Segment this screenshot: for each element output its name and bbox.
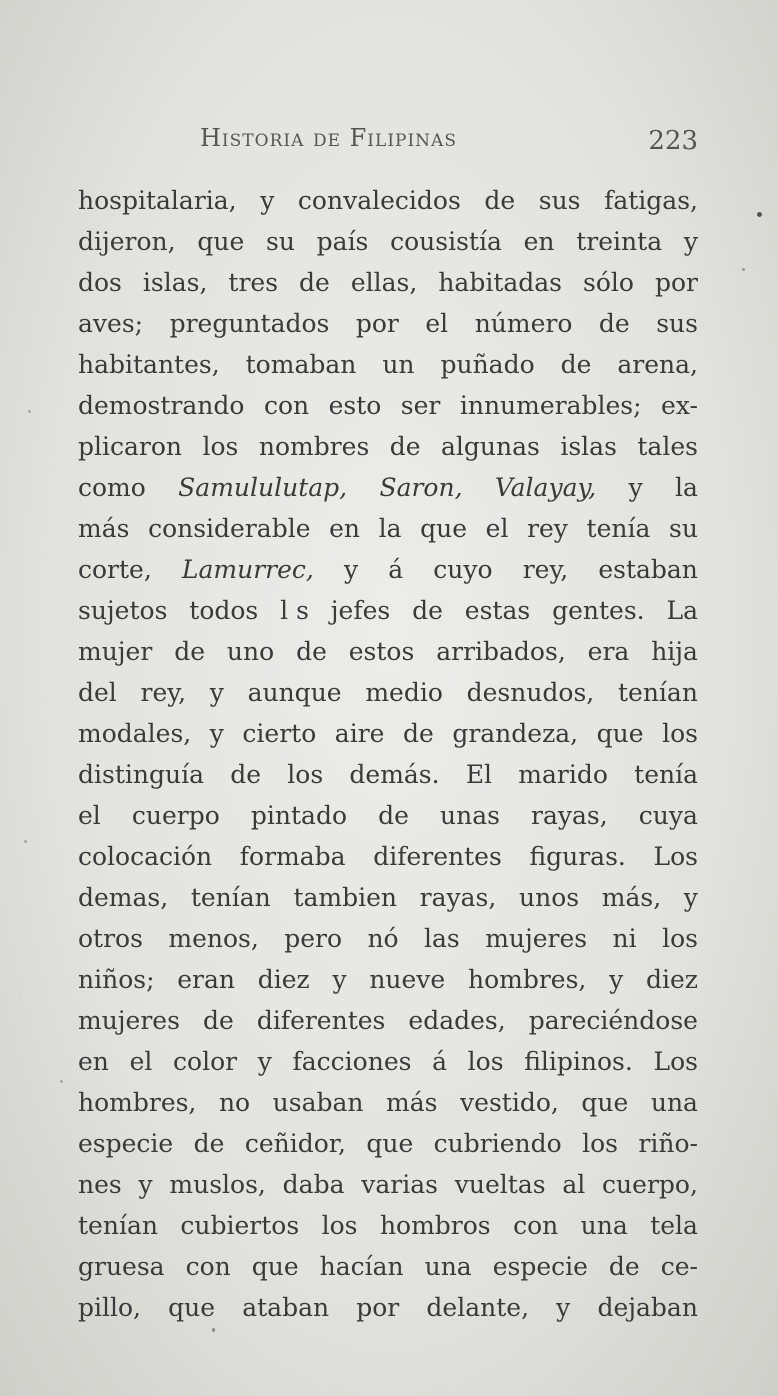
word: una (424, 1252, 472, 1281)
word: grandeza, (452, 719, 579, 748)
word: con (185, 1252, 231, 1281)
word: eran (177, 965, 236, 994)
word: medio (365, 678, 443, 707)
word: con (263, 391, 310, 420)
word: era (587, 637, 630, 666)
word: más (78, 514, 130, 543)
word: innumerables; (459, 391, 642, 420)
word: menos, (168, 924, 259, 953)
word: y (683, 883, 698, 912)
word: edades, (408, 1006, 506, 1035)
word: treinta (576, 227, 663, 256)
word: tenían (190, 883, 271, 912)
word: que (168, 1293, 216, 1322)
word: plicaron (78, 432, 183, 461)
word: á (388, 555, 404, 584)
word: El (465, 760, 493, 789)
word: aunque (247, 678, 342, 707)
word: mujer (78, 637, 153, 666)
paper-speck (742, 268, 745, 271)
word: al (562, 1170, 586, 1199)
word: hija (651, 637, 698, 666)
word: ellas, (350, 268, 418, 297)
word: que (366, 1129, 414, 1158)
paper-speck (212, 1328, 215, 1332)
word: tenían (78, 1211, 158, 1240)
word: la (378, 514, 402, 543)
word: preguntados (169, 309, 330, 338)
paper-speck (757, 212, 762, 217)
word: jefes (330, 596, 391, 625)
word: demas, (78, 883, 169, 912)
word: rey (527, 514, 568, 543)
word: habitadas (438, 268, 563, 297)
word: y (257, 1047, 272, 1076)
text-line (78, 1000, 698, 1041)
word: los (321, 1211, 358, 1240)
word: los (662, 924, 698, 953)
word: y (683, 227, 698, 256)
word: desnudos, (466, 678, 595, 707)
text-line (78, 1164, 698, 1205)
word: no (218, 1088, 251, 1117)
word: colocación (78, 842, 213, 871)
word: en (523, 227, 555, 256)
word: sus (538, 186, 581, 215)
word: tenía (586, 514, 651, 543)
word: por (654, 268, 698, 297)
word: daba (282, 1170, 345, 1199)
paper-speck (60, 1080, 63, 1083)
word: el (485, 514, 509, 543)
word: el (129, 1047, 153, 1076)
word: rayas, (531, 801, 608, 830)
text-line (78, 1041, 698, 1082)
word: hospitalaria, (78, 186, 237, 215)
word: cousistía (390, 227, 502, 256)
word: unas (440, 801, 500, 830)
word: todos (189, 596, 259, 625)
word: y (138, 1170, 153, 1199)
word: y (260, 186, 275, 215)
word: de (296, 637, 327, 666)
text-line (78, 1246, 698, 1287)
word: hombres, (78, 1088, 197, 1117)
word: Los (653, 1047, 698, 1076)
text-line (78, 1123, 698, 1164)
text-line (78, 754, 698, 795)
word: dijeron, (78, 227, 176, 256)
word: algunas (441, 432, 540, 461)
text-line (78, 262, 698, 303)
word: hombres, (467, 965, 587, 994)
word: tenían (617, 678, 698, 707)
text-line (78, 918, 698, 959)
word: los (287, 760, 324, 789)
word: mujeres (78, 1006, 180, 1035)
word: ni (612, 924, 637, 953)
word: más (386, 1088, 438, 1117)
word: de (202, 1006, 234, 1035)
word: esto (328, 391, 382, 420)
word: cierto (242, 719, 317, 748)
word: mujeres (485, 924, 588, 953)
word: su (265, 227, 295, 256)
word: cuerpo, (602, 1170, 698, 1199)
word: facciones (292, 1047, 412, 1076)
word: riño- (638, 1129, 698, 1158)
text-line (78, 1082, 698, 1123)
text-line (78, 959, 698, 1000)
word: ce- (660, 1252, 698, 1281)
text-line (78, 836, 698, 877)
word: aves; (78, 309, 144, 338)
word: nes (78, 1170, 122, 1199)
word: La (666, 596, 698, 625)
word: del (78, 678, 117, 707)
word: tomaban (245, 350, 357, 379)
text-line (78, 467, 698, 508)
text-line (78, 508, 698, 549)
word: gruesa (78, 1252, 165, 1281)
text-line (78, 1287, 698, 1328)
word: especie (78, 1129, 174, 1158)
word: una (580, 1211, 628, 1240)
word: filipinos. (524, 1047, 633, 1076)
word: los (662, 719, 698, 748)
text-line (78, 877, 698, 918)
word: hacían (319, 1252, 404, 1281)
word: diez (645, 965, 698, 994)
word: formaba (239, 842, 346, 871)
word: pareciéndose (528, 1006, 698, 1035)
word: ex- (661, 391, 698, 420)
word: muslos, (169, 1170, 266, 1199)
word: de (402, 719, 434, 748)
word: de (608, 1252, 640, 1281)
text-line (78, 303, 698, 344)
word: tenía (634, 760, 698, 789)
word: Los (653, 842, 698, 871)
word: arribados, (436, 637, 566, 666)
text-line (78, 426, 698, 467)
word: sólo (583, 268, 634, 297)
word: diferentes (373, 842, 502, 871)
word: islas (560, 432, 617, 461)
text-line (78, 795, 698, 836)
word: su (669, 514, 698, 543)
word: tela (650, 1211, 698, 1240)
word: demás. (349, 760, 440, 789)
word: que (197, 227, 245, 256)
word: uno (226, 637, 275, 666)
word: Saron, (379, 473, 463, 502)
word: corte, (78, 555, 152, 584)
word: nó (367, 924, 399, 953)
word: una (650, 1088, 698, 1117)
word: figuras. (529, 842, 626, 871)
word: el (425, 309, 449, 338)
word: de (378, 801, 409, 830)
word: y (332, 965, 347, 994)
word: los (582, 1129, 618, 1158)
word: vueltas (454, 1170, 546, 1199)
word: vestido, (460, 1088, 559, 1117)
word: cuyo (433, 555, 493, 584)
word: un (382, 350, 415, 379)
word: y (609, 965, 624, 994)
word: convalecidos (297, 186, 461, 215)
word: tres (228, 268, 279, 297)
word: por (356, 1293, 400, 1322)
word: de (389, 432, 421, 461)
word: ser (400, 391, 441, 420)
running-header-title: Historia de Filipinas (200, 124, 457, 152)
word: país (316, 227, 369, 256)
word: pintado (250, 801, 347, 830)
word: estaban (598, 555, 698, 584)
word: rey, (140, 678, 187, 707)
word: l s (280, 596, 309, 625)
word: de (230, 760, 262, 789)
word: dos (78, 268, 122, 297)
word: más, (601, 883, 662, 912)
word: en (329, 514, 361, 543)
word: los (467, 1047, 504, 1076)
word: como (78, 473, 146, 502)
word: Samululutap, (178, 473, 348, 502)
word: de (598, 309, 630, 338)
text-line (78, 221, 698, 262)
word: diez (257, 965, 310, 994)
word: la (675, 473, 698, 502)
word: que (596, 719, 644, 748)
text-line (78, 631, 698, 672)
paper-speck (28, 410, 31, 413)
word: y (344, 555, 359, 584)
paper-speck (24, 840, 27, 843)
word: rey, (522, 555, 569, 584)
word: niños; (78, 965, 155, 994)
word: y (209, 678, 224, 707)
word: que (420, 514, 468, 543)
word: varias (361, 1170, 438, 1199)
word: color (173, 1047, 238, 1076)
word: ataban (242, 1293, 330, 1322)
word: á (432, 1047, 448, 1076)
word: unos (519, 883, 580, 912)
word: modales, (78, 719, 192, 748)
word: diferentes (256, 1006, 386, 1035)
word: islas, (142, 268, 208, 297)
word: usaban (272, 1088, 364, 1117)
word: pillo, (78, 1293, 141, 1322)
word: que (581, 1088, 629, 1117)
word: tambien (293, 883, 398, 912)
word: con (513, 1211, 559, 1240)
body-text (78, 180, 698, 1328)
word: Lamurrec, (181, 555, 314, 584)
word: fatigas, (604, 186, 698, 215)
word: ceñidor, (244, 1129, 346, 1158)
word: el (78, 801, 101, 830)
text-line (78, 672, 698, 713)
word: demostrando (78, 391, 245, 420)
word: Valayay, (494, 473, 597, 502)
text-line (78, 590, 698, 631)
word: de (484, 186, 516, 215)
word: cubiertos (180, 1211, 300, 1240)
word: sujetos (78, 596, 168, 625)
word: nombres (258, 432, 370, 461)
word: por (355, 309, 399, 338)
word: delante, (426, 1293, 530, 1322)
word: cuerpo (131, 801, 220, 830)
word: habitantes, (78, 350, 220, 379)
text-line (78, 385, 698, 426)
text-line (78, 713, 698, 754)
word: sus (656, 309, 698, 338)
word: y (209, 719, 224, 748)
word: pero (284, 924, 343, 953)
word: cubriendo (433, 1129, 562, 1158)
word: arena, (617, 350, 698, 379)
word: en (78, 1047, 109, 1076)
text-line (78, 1205, 698, 1246)
text-line (78, 549, 698, 590)
word: número (474, 309, 573, 338)
word: que (251, 1252, 299, 1281)
word: los (202, 432, 239, 461)
word: dejaban (597, 1293, 698, 1322)
word: especie (492, 1252, 588, 1281)
word: hombros (379, 1211, 491, 1240)
word: otros (78, 924, 143, 953)
word: estos (348, 637, 415, 666)
page-number: 223 (648, 126, 698, 156)
word: de (412, 596, 443, 625)
word: considerable (148, 514, 311, 543)
word: las (424, 924, 460, 953)
word: aire (334, 719, 385, 748)
word: tales (637, 432, 698, 461)
word: de (193, 1129, 225, 1158)
word: nueve (369, 965, 446, 994)
word: de (174, 637, 206, 666)
word: estas (464, 596, 531, 625)
text-line (78, 180, 698, 221)
word: cuya (638, 801, 698, 830)
word: gentes. (552, 596, 645, 625)
word: puñado (440, 350, 535, 379)
word: marido (518, 760, 608, 789)
word: de (299, 268, 330, 297)
word: y (628, 473, 643, 502)
text-line (78, 344, 698, 385)
word: rayas, (419, 883, 497, 912)
word: de (560, 350, 592, 379)
word: y (556, 1293, 571, 1322)
word: distinguía (78, 760, 204, 789)
